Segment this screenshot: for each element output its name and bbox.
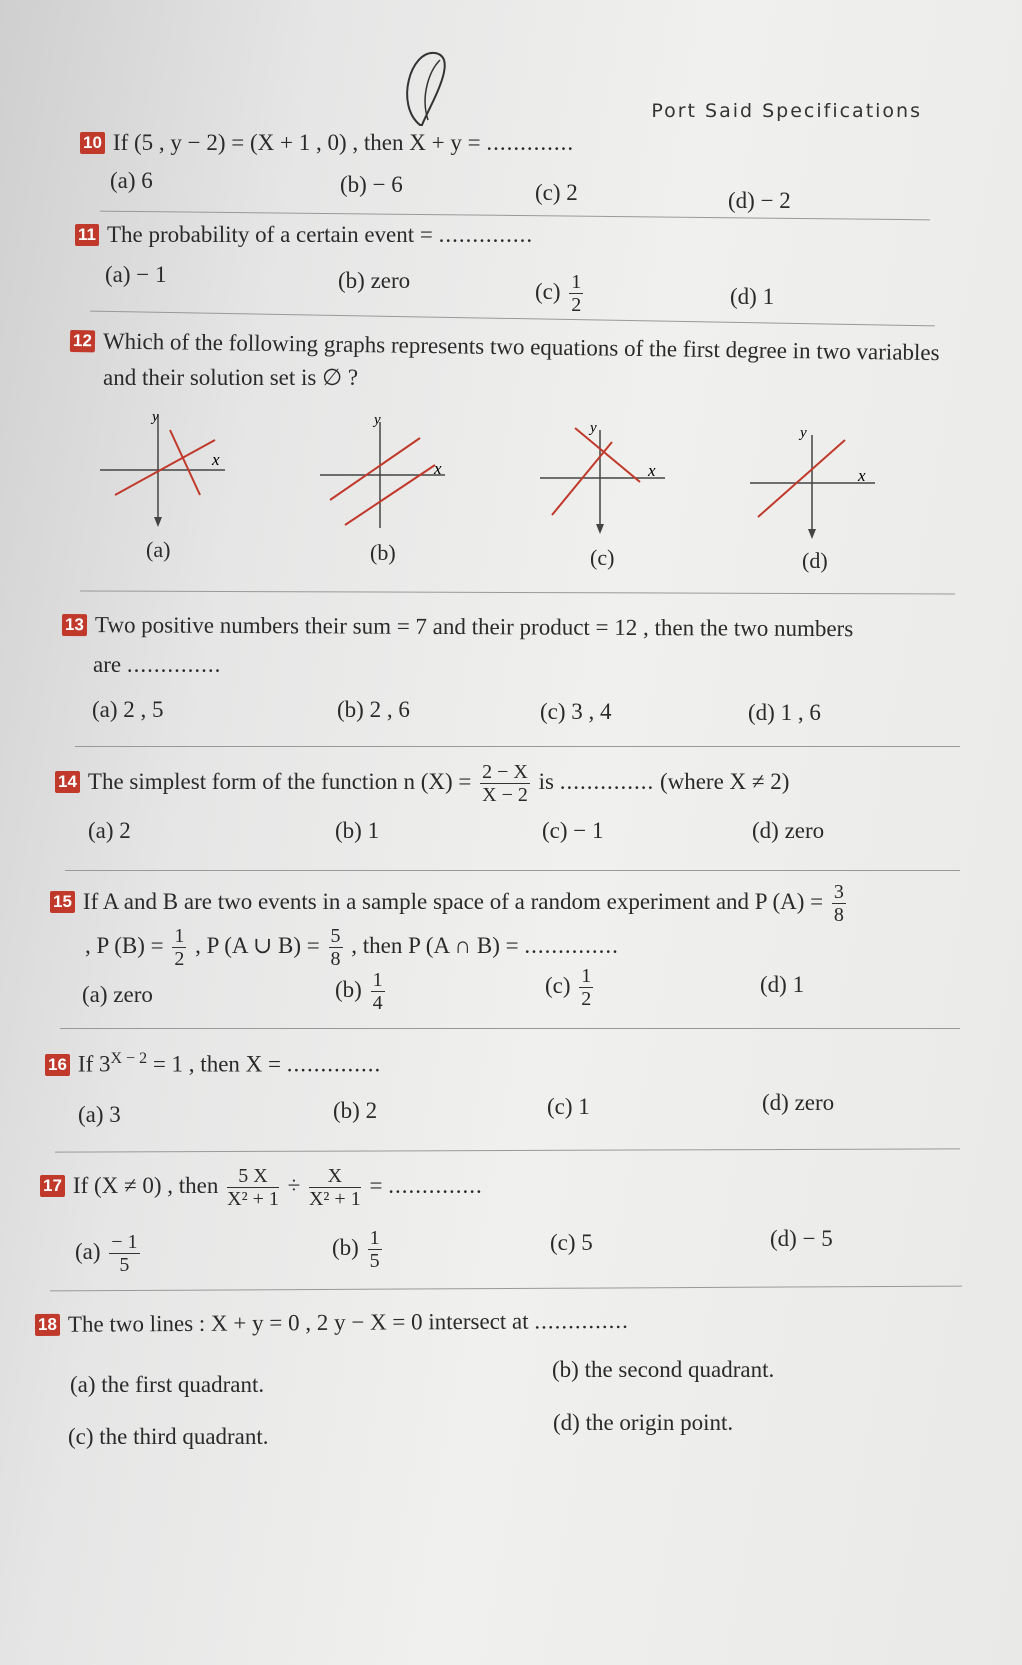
numerator: 2 − X — [482, 761, 528, 783]
option-c[interactable]: (c) 2 — [535, 180, 578, 205]
denominator: X² + 1 — [308, 1188, 361, 1210]
option-label: (b) — [332, 1234, 359, 1260]
answer-blank: .............. — [559, 768, 655, 794]
fraction — [368, 1228, 382, 1271]
question-number: 10 — [80, 132, 105, 154]
denominator: 5 — [369, 1250, 380, 1272]
question-text: , P (A ∪ B) = — [195, 932, 320, 958]
question-text: Which of the following graphs represents two equations of the first degree in two variables — [102, 328, 940, 366]
answer-blank: .............. — [524, 932, 619, 958]
numerator: 5 — [330, 925, 341, 947]
option-a[interactable]: (a) zero — [82, 982, 153, 1007]
option-d[interactable]: (d) 1 , 6 — [748, 700, 821, 725]
question-text: , then P (A ∩ B) = — [351, 932, 519, 958]
axis-x-label: x — [858, 466, 866, 485]
fraction — [371, 970, 385, 1013]
divider — [50, 1286, 962, 1292]
option-label: (c) — [535, 278, 561, 304]
answer-blank: .............. — [438, 222, 534, 247]
option-d[interactable]: (d) 1 — [730, 284, 775, 309]
divider — [90, 311, 935, 327]
option-d[interactable]: (d) − 5 — [770, 1226, 833, 1251]
question-14 — [55, 762, 789, 805]
question-number: 17 — [40, 1175, 65, 1197]
question-11 — [75, 222, 533, 248]
numerator: X — [309, 1166, 361, 1188]
divider — [100, 211, 930, 221]
question-12 — [70, 328, 940, 366]
axis-x-label: x — [212, 450, 220, 469]
question-text: If (5 , y − 2) = (X + 1 , 0) , then X + y = — [112, 130, 481, 155]
question-text: are — [93, 652, 122, 677]
option-d[interactable]: (d) zero — [752, 818, 825, 843]
equals-sign: = — [369, 1172, 383, 1198]
exponent: X − 2 — [110, 1050, 148, 1067]
option-label: (c) — [545, 972, 571, 998]
denominator: 5 — [119, 1254, 130, 1276]
denominator: 4 — [372, 992, 383, 1014]
denominator: 8 — [330, 948, 341, 970]
numerator: 1 — [372, 969, 383, 991]
numerator: 1 — [174, 925, 185, 947]
option-c[interactable]: (c) 1 — [547, 1094, 590, 1119]
denominator: 2 — [571, 294, 582, 316]
option-c[interactable]: (c) 5 — [550, 1230, 593, 1255]
option-label: (a) — [75, 1238, 101, 1264]
question-13-line2 — [93, 652, 221, 678]
fraction — [569, 272, 583, 315]
option-a[interactable]: (a) 6 — [110, 168, 153, 193]
question-text: Two positive numbers their sum = 7 and their product = 12 , then the two numbers — [94, 612, 854, 642]
division-sign: ÷ — [287, 1172, 301, 1198]
fraction — [480, 762, 530, 805]
question-18 — [35, 1308, 629, 1338]
numerator: − 1 — [111, 1231, 138, 1253]
option-c[interactable] — [545, 966, 596, 1009]
answer-blank: .............. — [126, 652, 222, 677]
option-b[interactable]: (b) the second quadrant. — [552, 1357, 775, 1382]
graph-label: (c) — [590, 545, 615, 570]
question-16 — [45, 1050, 381, 1078]
option-a[interactable]: (a) 2 — [88, 818, 131, 843]
option-d[interactable]: (d) zero — [762, 1090, 835, 1115]
option-c[interactable] — [535, 272, 586, 315]
axis-y-label: y — [374, 412, 381, 428]
numerator: 3 — [833, 881, 844, 903]
logo-icon — [390, 45, 460, 135]
option-label: (b) — [335, 976, 362, 1002]
question-number: 15 — [50, 891, 75, 913]
question-text: The probability of a certain event = — [106, 222, 433, 247]
question-12-line2: and their solution set is ∅ ? — [103, 365, 359, 390]
option-a[interactable]: (a) 3 — [78, 1102, 121, 1127]
option-c[interactable]: (c) − 1 — [542, 818, 604, 843]
denominator: X − 2 — [482, 784, 528, 806]
question-number: 11 — [75, 224, 99, 246]
question-text: , P (B) = — [85, 932, 164, 958]
numerator: 1 — [581, 965, 592, 987]
graph-b[interactable] — [320, 410, 450, 530]
question-number: 14 — [55, 771, 80, 793]
question-17 — [40, 1166, 483, 1209]
divider — [55, 1148, 960, 1152]
option-a[interactable]: (a) − 1 — [105, 262, 167, 287]
option-c[interactable]: (c) the third quadrant. — [68, 1424, 269, 1449]
numerator: 1 — [571, 271, 582, 293]
question-text: If A and B are two events in a sample space of a random experiment and P (A) = — [82, 888, 824, 914]
question-text: (where X ≠ 2) — [659, 768, 790, 794]
numerator: 1 — [369, 1227, 380, 1249]
numerator: 5 X — [227, 1166, 279, 1188]
axis-y-label: y — [152, 409, 159, 425]
question-number: 18 — [35, 1314, 60, 1336]
question-10 — [80, 130, 574, 156]
option-b[interactable]: (b) − 6 — [340, 172, 403, 197]
option-b[interactable] — [335, 970, 388, 1013]
option-b[interactable]: (b) 1 — [335, 818, 380, 843]
divider — [65, 870, 960, 871]
question-text: If 3 — [77, 1051, 111, 1077]
fraction — [309, 1166, 361, 1209]
question-number: 12 — [70, 330, 95, 352]
option-a[interactable]: (a) 2 , 5 — [92, 697, 164, 722]
graph-label: (b) — [370, 540, 396, 565]
option-b[interactable] — [332, 1228, 385, 1271]
question-text: The simplest form of the function n (X) = — [87, 768, 472, 794]
question-15-line2 — [85, 926, 619, 969]
denominator: 8 — [833, 904, 844, 926]
fraction — [172, 926, 186, 969]
question-number: 13 — [62, 614, 87, 636]
option-a[interactable] — [75, 1232, 143, 1275]
fraction — [329, 926, 343, 969]
option-d[interactable]: (d) 1 — [760, 972, 805, 997]
answer-blank: .............. — [534, 1307, 629, 1334]
graph-c[interactable] — [540, 420, 670, 535]
fraction — [227, 1166, 279, 1209]
question-text: = 1 , then X = — [152, 1051, 281, 1077]
option-d[interactable]: (d) the origin point. — [553, 1410, 734, 1435]
question-15 — [50, 882, 849, 925]
answer-blank: .............. — [388, 1172, 483, 1198]
question-13 — [62, 612, 853, 642]
question-text: is — [538, 768, 554, 794]
fraction — [832, 882, 846, 925]
divider — [80, 590, 955, 594]
graph-label: (d) — [802, 548, 828, 573]
question-number: 16 — [45, 1054, 70, 1076]
denominator: 2 — [174, 948, 185, 970]
axis-y-label: y — [590, 420, 597, 436]
question-text: If (X ≠ 0) , then — [72, 1172, 219, 1198]
option-b[interactable]: (b) 2 , 6 — [337, 697, 410, 722]
divider — [60, 1028, 960, 1029]
option-b[interactable]: (b) zero — [338, 268, 411, 293]
answer-blank: .............. — [286, 1051, 382, 1077]
graph-d[interactable] — [750, 425, 880, 540]
graph-a[interactable] — [100, 405, 230, 530]
page-header: Port Said Specifications — [651, 100, 922, 122]
option-b[interactable]: (b) 2 — [333, 1098, 378, 1123]
question-text: The two lines : X + y = 0 , 2 y − X = 0 intersect at — [67, 1308, 529, 1337]
option-c[interactable]: (c) 3 , 4 — [540, 699, 612, 724]
option-a[interactable]: (a) the first quadrant. — [70, 1372, 265, 1397]
fraction — [109, 1232, 139, 1275]
axis-x-label: x — [434, 459, 442, 478]
divider — [75, 746, 960, 747]
denominator: X² + 1 — [227, 1188, 279, 1210]
axis-x-label: x — [648, 461, 656, 480]
axis-y-label: y — [800, 425, 807, 441]
answer-blank: ............. — [486, 130, 575, 155]
denominator: 2 — [581, 988, 592, 1010]
option-d[interactable]: (d) − 2 — [728, 188, 791, 213]
fraction — [579, 966, 593, 1009]
graph-label: (a) — [146, 537, 171, 562]
